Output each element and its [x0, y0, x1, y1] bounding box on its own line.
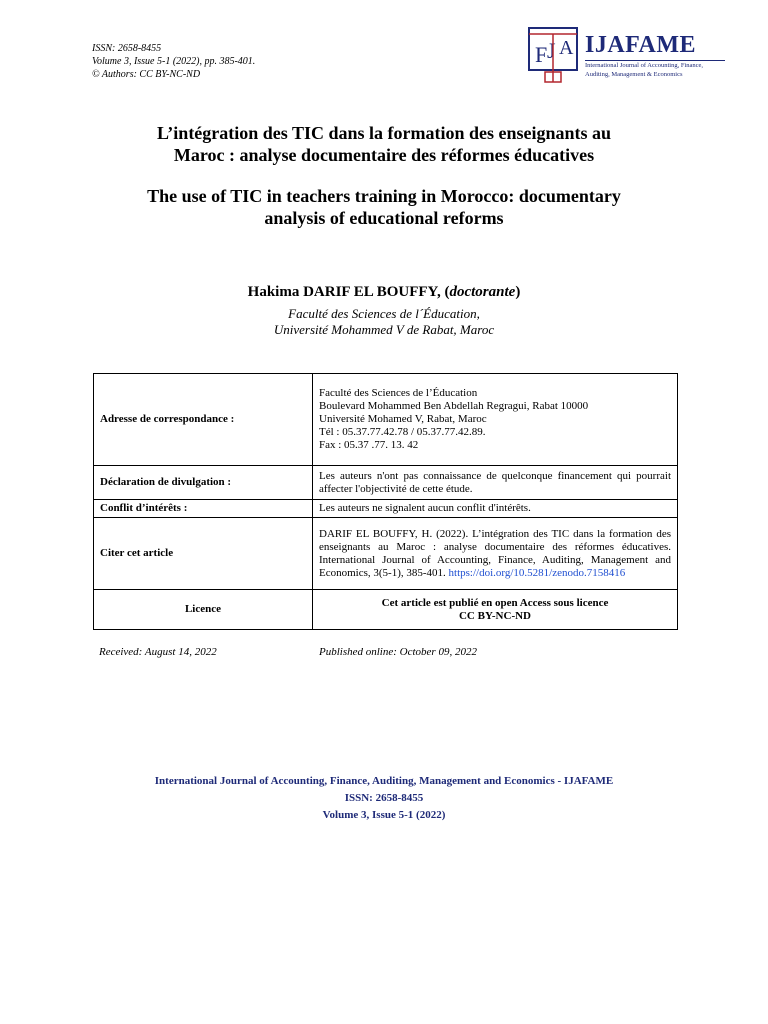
affiliation-line1: Faculté des Sciences de l´Éducation, [288, 306, 480, 321]
table-row [94, 590, 678, 630]
author-close: ) [515, 284, 521, 300]
address-line: Fax : 05.37 .77. 13. 42 [319, 439, 419, 451]
affiliation-line2: Université Mohammed V de Rabat, Maroc [273, 322, 495, 337]
header-meta [92, 42, 255, 81]
author-line [92, 284, 676, 301]
title-french [92, 122, 676, 166]
logo-subtitle-line2: Auditing, Management & Economics [585, 71, 683, 78]
title-english [92, 185, 676, 229]
address-line: Boulevard Mohammed Ben Abdellah Regragui, Rabat 10000 [319, 400, 589, 412]
footer-volume: Volume 3, Issue 5-1 (2022) [322, 809, 446, 821]
article-info-table [93, 373, 678, 630]
address-line: Faculté des Sciences de l’Éducation [319, 387, 478, 399]
licence-line2: CC BY-NC-ND [458, 609, 531, 622]
cite-label: Citer cet article [94, 518, 313, 590]
logo-title: IJAFAME [585, 32, 697, 58]
author-role: doctorante [449, 284, 516, 300]
authors-license-text: © Authors: CC BY-NC-ND [92, 69, 201, 80]
svg-text:A: A [559, 37, 574, 59]
title-french-line2: Maroc : analyse documentaire des réformes éducatives [173, 145, 595, 165]
table-row [94, 374, 678, 466]
table-row [94, 518, 678, 590]
journal-logo [527, 24, 732, 86]
title-english-line2: analysis of educational reforms [264, 208, 504, 228]
title-french-line1: L’intégration des TIC dans la formation des enseignants au [156, 123, 612, 143]
table-row [94, 466, 678, 500]
footer-issn: ISSN: 2658-8455 [344, 792, 424, 804]
footer [92, 773, 676, 824]
table-row [94, 500, 678, 518]
address-cell [313, 374, 678, 466]
volume-text: Volume 3, Issue 5-1 (2022), pp. 385-401. [92, 56, 256, 67]
doi-link[interactable]: https://doi.org/10.5281/zenodo.7158416 [448, 566, 626, 579]
ijafame-emblem-icon [527, 24, 583, 86]
author-name: Hakima DARIF EL BOUFFY, ( [247, 284, 450, 300]
address-line: Tél : 05.37.77.42.78 / 05.37.77.42.89. [319, 426, 486, 438]
address-line: Université Mohamed V, Rabat, Maroc [319, 413, 487, 425]
svg-text:J: J [547, 38, 556, 63]
title-english-line1: The use of TIC in teachers training in Morocco: documentary [147, 186, 621, 206]
footer-journal: International Journal of Accounting, Finance, Auditing, Management and Economics - IJAFAME [154, 775, 614, 787]
disclosure-label: Déclaration de divulgation : [94, 466, 313, 500]
logo-subtitle-line1: International Journal of Accounting, Finance, [585, 62, 704, 69]
disclosure-text: Les auteurs n'ont pas connaissance de quelconque financement qui pourrait affecter l'objectivité de cette étude. [313, 466, 678, 500]
published-date: Published online: October 09, 2022 [319, 646, 477, 658]
licence-line1: Cet article est publié en open Access sous licence [381, 596, 609, 609]
received-date: Received: August 14, 2022 [99, 646, 217, 658]
svg-text:F: F [535, 42, 548, 67]
address-label: Adresse de correspondance : [94, 374, 313, 466]
conflict-label: Conflit d’intérêts : [94, 500, 313, 518]
author-affiliation [92, 306, 676, 338]
licence-label: Licence [94, 590, 313, 630]
cite-text: DARIF EL BOUFFY, H. (2022). L’intégration des TIC dans la formation des enseignants au Maroc : analyse documentaire des réformes éducatives. International Journal of Accounting, Finance, Auditing, Management and Economics, 3(5-1), 385-401. [319, 527, 671, 579]
conflict-text: Les auteurs ne signalent aucun conflit d'intérêts. [313, 500, 678, 518]
cite-cell [313, 518, 678, 590]
logo-subtitle [585, 61, 735, 79]
issn-text: ISSN: 2658-8455 [92, 43, 162, 54]
licence-cell [313, 590, 678, 630]
